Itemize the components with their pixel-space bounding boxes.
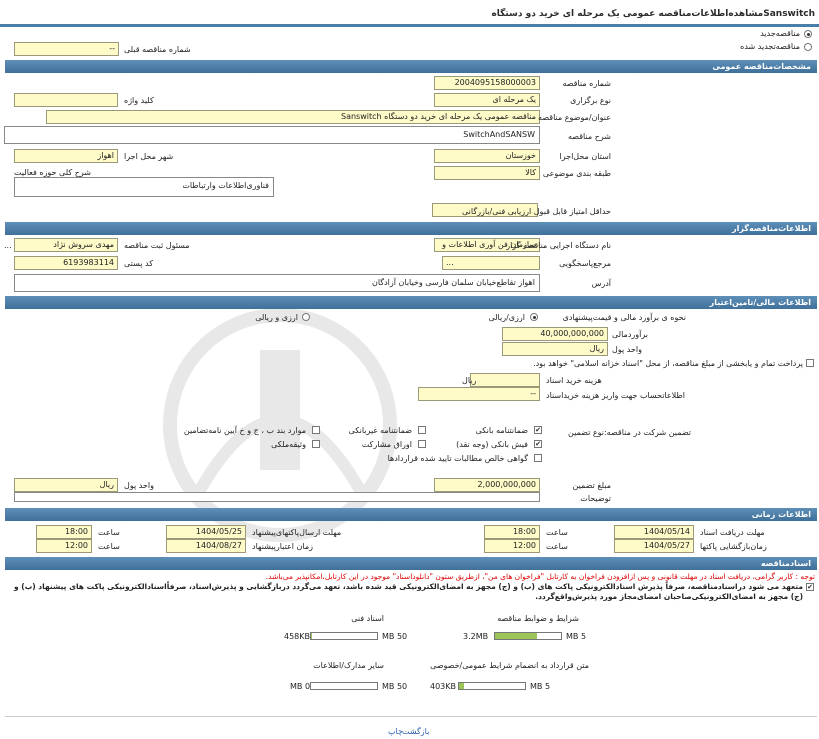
- send-offers-time-field: 18:00: [36, 525, 92, 539]
- guarantee-type-label: نوع تضمین: [568, 428, 604, 437]
- keyword-label: کلید واژه: [124, 96, 154, 105]
- account-field: --: [418, 387, 540, 401]
- subject-field: مناقصه عمومی یک مرحله ای خرید دو دستگاه Sanswitch: [46, 110, 540, 124]
- keyword-field: [14, 93, 118, 107]
- open-date-field: 1404/05/27: [614, 539, 694, 553]
- doc-contract-progress: [458, 682, 526, 690]
- doc-cost-unit: ریال: [462, 376, 477, 385]
- guarantee-currency-field: ریال: [14, 478, 118, 492]
- reference-label: مرجع‌پاسخگویی: [559, 259, 611, 268]
- postal-code-field: 6193983114: [14, 256, 118, 270]
- radio-renewed-tender-label: مناقصه‌تجدید شده: [740, 42, 800, 51]
- validity-time-field: 12:00: [36, 539, 92, 553]
- commitment-checkbox[interactable]: [806, 583, 814, 591]
- doc-technical-progress: [310, 632, 378, 640]
- city-label: شهر محل اجرا: [124, 152, 174, 161]
- subject-label: عنوان/موضوع مناقصه: [538, 113, 611, 122]
- treasury-text: پرداخت تمام و یابخشی از مبلغ مناقصه، از محل "اسناد خزانه اسلامی" خواهد بود.: [533, 359, 803, 368]
- activity-field: فناوری‌اطلاعات وارتباطات: [14, 177, 274, 197]
- doc-other-max: 50 MB: [382, 682, 408, 691]
- estimate-label: برآوردمالی: [612, 330, 648, 339]
- guarantee-bonds-label: اوراق مشارکت: [361, 440, 412, 449]
- receive-docs-label: مهلت دریافت اسناد: [700, 528, 765, 537]
- receive-docs-time-label: ساعت: [546, 528, 568, 537]
- doc-terms-max: 5 MB: [566, 632, 587, 641]
- guarantee-nonbank-checkbox[interactable]: [418, 426, 426, 434]
- doc-contract-used: 403KB: [430, 682, 457, 691]
- doc-technical-max: 50 MB: [382, 632, 408, 641]
- holding-type-label: نوع برگزاری: [570, 96, 611, 105]
- category-field: کالا: [434, 166, 540, 180]
- guarantee-cash-checkbox[interactable]: [534, 440, 542, 448]
- section-documents: اسنادمناقصه: [5, 557, 817, 570]
- doc-technical-label: اسناد فنی: [351, 614, 384, 623]
- org-name-label: نام دستگاه اجرایی مناقصه گزار: [506, 241, 611, 250]
- send-offers-date-field: 1404/05/25: [166, 525, 246, 539]
- tender-number-label: شماره مناقصه: [562, 79, 611, 88]
- doc-technical-used: 458KB: [284, 632, 311, 641]
- receive-docs-time-field: 18:00: [484, 525, 540, 539]
- org-name-field: سازمان فن آوری اطلاعات و: [434, 238, 540, 252]
- guarantee-property-label: وثیقه‌ملکی: [271, 440, 306, 449]
- guarantee-amount-label: مبلغ تضمین: [572, 481, 611, 490]
- guarantee-label: تضمین شرکت در مناقصه:: [603, 428, 691, 437]
- doc-terms-used: 3.2MB: [463, 632, 489, 641]
- doc-other-used: 0 MB: [290, 682, 311, 691]
- doc-terms-progress: [494, 632, 562, 640]
- validity-time-label: ساعت: [98, 542, 120, 551]
- guarantee-property-checkbox[interactable]: [312, 440, 320, 448]
- address-label: آدرس: [591, 279, 611, 288]
- province-label: استان محل‌اجرا: [559, 152, 611, 161]
- validity-date-field: 1404/08/27: [166, 539, 246, 553]
- tender-number-field: 2004095158000003: [434, 76, 540, 90]
- responsible-field: مهدی سروش نژاد: [14, 238, 118, 252]
- guarantee-bank-label: ضمانتنامه بانکی: [475, 426, 528, 435]
- activity-label: شرح کلی حوزه فعالیت: [14, 168, 91, 177]
- receive-docs-date-field: 1404/05/14: [614, 525, 694, 539]
- doc-other-progress: [310, 682, 378, 690]
- radio-new-tender[interactable]: [804, 30, 812, 38]
- open-label: زمان‌بازگشایی پاکتها: [700, 542, 767, 551]
- responsible-label: مسئول ثبت مناقصه: [124, 241, 190, 250]
- doc-terms-label: شرایط و ضوابط مناقصه: [497, 614, 579, 623]
- notes-label: توضیحات: [580, 494, 611, 503]
- description-label: شرح مناقصه: [567, 132, 611, 141]
- radio-estimate-rial-label: ارزی/ریالی: [488, 313, 525, 322]
- postal-code-label: کد پستی: [124, 259, 153, 268]
- radio-estimate-rial[interactable]: [530, 313, 538, 321]
- guarantee-currency-label: واحد پول: [124, 481, 154, 490]
- guarantee-cash-label: فیش بانکی (وجه نقد): [456, 440, 528, 449]
- description-field: SwitchAndSANSW: [4, 126, 540, 144]
- prev-tender-number-label: شماره مناقصه قبلی: [124, 45, 191, 54]
- validity-label: زمان اعتبارپیشنهاد: [252, 542, 314, 551]
- reference-field[interactable]: ...: [442, 256, 540, 270]
- address-field: اهواز تقاطع‌خیابان سلمان فارسی وخیابان آزادگان: [14, 274, 540, 292]
- section-timing: اطلاعات زمانی: [5, 508, 817, 521]
- section-organizer: اطلاعات‌مناقصه‌گزار: [5, 222, 817, 235]
- open-time-label: ساعت: [546, 542, 568, 551]
- commitment-text: متعهد می شود دراسنادمناقصه، صرفاً پذیرش اسنادالکترونیکی پاکت های (ب) و (ج) مجهز به امضای‌الکترونیکی قید شده باشد، تعهد می‌گردد دربازگشایی و پذیرش‌اسناد، صرفاًاسنادالکترونیکی پاکت های پیشنهاد (ب) و (ج) مجهز به امضای‌الکترونیکی‌صاحبان امضای‌مجاز مورد پذیرش‌واقع‌گردد.: [14, 582, 803, 601]
- category-label: طبقه بندی موضوعی: [542, 169, 611, 178]
- prev-tender-number-field[interactable]: --: [14, 42, 119, 56]
- doc-cost-field: [470, 373, 540, 387]
- radio-estimate-foreign[interactable]: [302, 313, 310, 321]
- min-score-label: حداقل امتیاز قابل قبول ارزیابی فنی/بازرگانی: [462, 207, 611, 216]
- open-time-field: 12:00: [484, 539, 540, 553]
- notes-field: [14, 492, 540, 502]
- estimate-method-label: نحوه ی برآورد مالی و قیمت‌پیشنهادی: [562, 313, 686, 322]
- guarantee-clauses-checkbox[interactable]: [312, 426, 320, 434]
- guarantee-nonbank-label: ضمانتنامه غیربانکی: [348, 426, 412, 435]
- estimate-field: 40,000,000,000: [502, 327, 608, 341]
- doc-other-label: سایر مدارک/اطلاعات: [313, 661, 384, 670]
- page-title: مشاهده‌اطلاعات‌مناقصه عمومی یک مرحله ای خرید دو دستگاهSanswitch: [491, 9, 815, 19]
- responsible-more-link[interactable]: ...: [4, 241, 12, 250]
- page-header: [0, 0, 819, 27]
- back-link[interactable]: بازگشت: [402, 727, 430, 736]
- radio-estimate-foreign-label: ارزی و ریالی: [255, 313, 298, 322]
- guarantee-bonds-checkbox[interactable]: [418, 440, 426, 448]
- treasury-checkbox[interactable]: [806, 359, 814, 367]
- print-link[interactable]: چاپ: [388, 727, 403, 736]
- section-finance: اطلاعات مالی/تامین‌اعتبار: [5, 296, 817, 309]
- radio-new-tender-label: مناقصه‌جدید: [760, 29, 800, 38]
- province-field: خوزستان: [434, 149, 540, 163]
- currency-label: واحد پول: [612, 345, 642, 354]
- holding-type-field: یک مرحله ای: [434, 93, 540, 107]
- footer-divider: [5, 716, 817, 717]
- radio-renewed-tender[interactable]: [804, 43, 812, 51]
- guarantee-clauses-label: موارد بند ب ، ج و خ آیین نامه‌تضامین: [183, 426, 306, 435]
- send-offers-label: مهلت ارسال‌پاکتهای‌پیشنهاد: [252, 528, 342, 537]
- send-offers-time-label: ساعت: [98, 528, 120, 537]
- doc-contract-max: 5 MB: [530, 682, 551, 691]
- section-general: مشخصات‌مناقصه عمومی: [5, 60, 817, 73]
- city-field: اهواز: [14, 149, 118, 163]
- account-label: اطلاعاتحساب جهت واریز هزینه خریداسناد: [546, 391, 686, 400]
- guarantee-amount-field: 2,000,000,000: [434, 478, 540, 492]
- guarantee-claims-checkbox[interactable]: [534, 454, 542, 462]
- guarantee-claims-label: گواهی خالص مطالبات تایید شده قراردادها: [387, 454, 528, 463]
- guarantee-bank-checkbox[interactable]: [534, 426, 542, 434]
- doc-contract-label: متن قرارداد به انضمام شرایط عمومی/خصوصی: [430, 661, 589, 670]
- currency-field: ریال: [502, 342, 608, 356]
- documents-note: توجه : کاربر گرامی، دریافت اسناد در مهلت قانونی و پس ازافزودن فراخوان به کارتابل "فراخوان های من"، ازطریق ستون "دانلوداسناد" موجود در این کارتابل،امکانپذیر می‌باشد.: [265, 572, 815, 581]
- doc-cost-label: هزینه خرید اسناد: [546, 376, 602, 385]
